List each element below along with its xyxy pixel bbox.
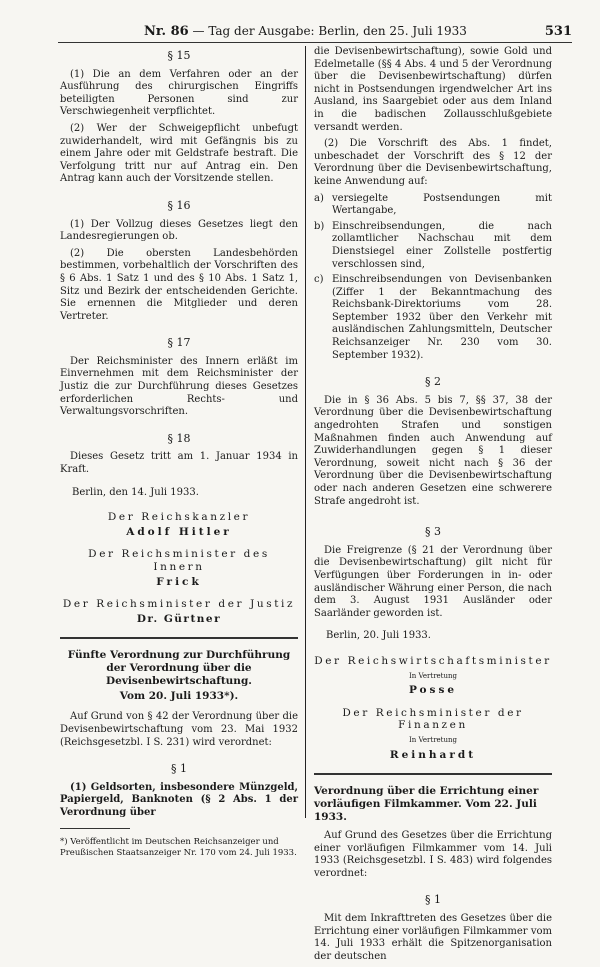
list-item-text: versiegelte Postsendungen mit Wertangabe, — [332, 192, 552, 217]
list-item-text: Einschreibsendungen von Devisenbanken (Ziffer 1 der Bekanntmachung des Reichsbank-Direktoriums vom 28. September 1932 über den Verkehr mit ausländischen Zahlungsmitteln, Deutscher Reichsanzeiger Nr. 230 vom 30. September 1932). — [332, 274, 552, 361]
paragraph: Dieses Gesetz tritt am 1. Januar 1934 in Kraft. — [60, 451, 298, 476]
paragraph: Die Freigrenze (§ 21 der Verordnung über die Devisenbewirtschaftung) gilt nicht für Verfügungen über Forderungen in in- oder ausländischer Währung einer Person, die nach dem 3. August 1931 Ausländer oder Saarländer geworden ist. — [314, 544, 552, 619]
signature-date: Berlin, den 14. Juli 1933. — [72, 486, 199, 498]
signatory-name: Reinhardt — [389, 748, 477, 761]
list-item — [314, 221, 552, 271]
page-header — [58, 24, 578, 42]
section-heading: § 1 — [425, 893, 441, 907]
section-heading: § 3 — [425, 525, 441, 539]
column-divider — [305, 46, 306, 818]
paragraph: Die in § 36 Abs. 5 bis 7, §§ 37, 38 der Verordnung über die Devisenbewirtschaftung angedrohten Strafen und sonstigen Maßnahmen finden auch Anwendung auf Zuwiderhandlungen gegen § 1 dieser Verordnung, soweit nicht nach § 36 der Verordnung über die Devisenbewirtschaftung oder nach anderen Gesetzen eine schwerere Strafe angedroht ist. — [314, 394, 552, 507]
list-item — [314, 274, 552, 362]
paragraph: (2) Wer der Schweigepflicht unbefugt zuwiderhandelt, wird mit Gefängnis bis zu einem Jahre oder mit Geldstrafe bestraft. Die Verfolgung tritt nur auf Antrag ein. Den Antrag kann auch der Vorsitzende stellen. — [60, 122, 298, 185]
signatory-title: Der Reichsminister der Justiz — [62, 598, 296, 611]
issue-number: Nr. 86 — [144, 24, 189, 39]
left-column — [60, 46, 298, 859]
section-heading: § 2 — [425, 375, 441, 389]
decree-heading: Verordnung über die Errichtung einer vorläufigen Filmkammer. Vom 22. Juli 1933. — [314, 785, 539, 824]
signatory-title: Der Reichswirtschaftsminister — [314, 654, 552, 667]
signatory-title: Der Reichsminister des Innern — [88, 548, 270, 573]
signature-date: Berlin, 20. Juli 1933. — [326, 630, 431, 642]
paragraph: (1) Der Vollzug dieses Gesetzes liegt den Landesregierungen ob. — [60, 218, 298, 243]
header-issue — [144, 24, 467, 39]
list-item-label: c) — [314, 274, 324, 286]
decree-heading: Fünfte Verordnung zur Durchführung der Verordnung über die Devisenbewirtschaftung. — [67, 649, 291, 688]
paragraph: Mit dem Inkrafttreten des Gesetzes über die Errichtung einer vorläufigen Filmkammer vom 14. Juli 1933 erhält die Spitzenorganisation der deutschen — [314, 913, 552, 962]
signatory-name: Posse — [408, 684, 458, 697]
paragraph: (1) Geldsorten, insbesondere Münzgeld, Papiergeld, Banknoten (§ 2 Abs. 1 der Verordnung über — [60, 781, 298, 818]
section-heading: § 17 — [167, 336, 191, 350]
section-rule — [314, 773, 552, 775]
signatory-title: Der Reichskanzler — [107, 511, 251, 524]
section-heading: § 1 — [171, 762, 187, 776]
footnote: *) Veröffentlicht im Deutschen Reichsanzeiger und Preußischen Staatsanzeiger Nr. 170 vom 24. Juli 1933. — [60, 836, 297, 858]
list — [314, 193, 552, 363]
paragraph: Auf Grund des Gesetzes über die Errichtung einer vorläufigen Filmkammer vom 14. Juli 1933 (Reichsgesetzbl. I S. 483) wird folgendes verordnet: — [314, 830, 552, 879]
list-item-label: b) — [314, 220, 325, 232]
section-heading: § 18 — [167, 431, 191, 445]
signatory-name: Frick — [156, 575, 202, 588]
paragraph: (2) Die Vorschrift des Abs. 1 findet, unbeschadet der Vorschrift des § 12 der Verordnung über die Devisenbewirtschaftung, keine Anwendung auf: — [314, 138, 552, 187]
list-item — [314, 193, 552, 218]
section-rule — [60, 637, 298, 639]
paragraph: die Devisenbewirtschaftung), sowie Gold und Edelmetalle (§§ 4 Abs. 4 und 5 der Verordnung über die Devisenbewirtschaftung) dürfen nicht in Postsendungen irgendwelcher Art ins Ausland, ins Saargebiet oder aus dem Inland in die badischen Zollausschlußgebiete versandt werden. — [314, 46, 552, 133]
paragraph: (1) Die an dem Verfahren oder an der Ausführung des chirurgischen Eingriffs beteiligten Personen sind zur Verschwiegenheit verpflichtet. — [60, 68, 298, 118]
list-item-label: a) — [314, 192, 324, 204]
signatory-name: Adolf Hitler — [126, 525, 232, 538]
paragraph: Auf Grund von § 42 der Verordnung über die Devisenbewirtschaftung vom 23. Mai 1932 (Reichsgesetzbl. I S. 231) wird verordnet: — [60, 711, 298, 748]
paragraph: Der Reichsminister des Innern erläßt im Einvernehmen mit dem Reichsminister der Justiz die zur Durchführung dieses Gesetzes erforderlichen Rechts- und Verwaltungsvorschriften. — [60, 355, 298, 418]
decree-date: Vom 20. Juli 1933*). — [119, 690, 239, 703]
header-rule — [58, 42, 572, 43]
right-column — [314, 46, 552, 967]
section-heading: § 15 — [167, 49, 191, 62]
signatory-name: Dr. Gürtner — [136, 612, 222, 625]
list-item-text: Einschreibsendungen, die nach zollamtlicher Nachschau mit dem Dienstsiegel einer Zollstelle postfertig verschlossen sind, — [332, 220, 552, 270]
section-heading: § 16 — [167, 198, 191, 212]
issue-date: — Tag der Ausgabe: Berlin, den 25. Juli 1933 — [192, 24, 467, 38]
signatory-title: Der Reichsminister der Finanzen — [342, 706, 524, 732]
signatory-substitute: In Vertretung — [408, 735, 457, 744]
footnote-rule — [60, 828, 130, 829]
paragraph: (2) Die obersten Landesbehörden bestimmen, vorbehaltlich der Vorschriften des § 6 Abs. 1 Satz 1 und des § 10 Abs. 1 Satz 1, Sitz und Bezirk der entscheidenden Gerichte. Sie ernennen die Mitglieder und deren Vertreter. — [60, 247, 298, 322]
page-number: 531 — [544, 24, 572, 39]
signatory-substitute: In Vertretung — [408, 671, 457, 680]
